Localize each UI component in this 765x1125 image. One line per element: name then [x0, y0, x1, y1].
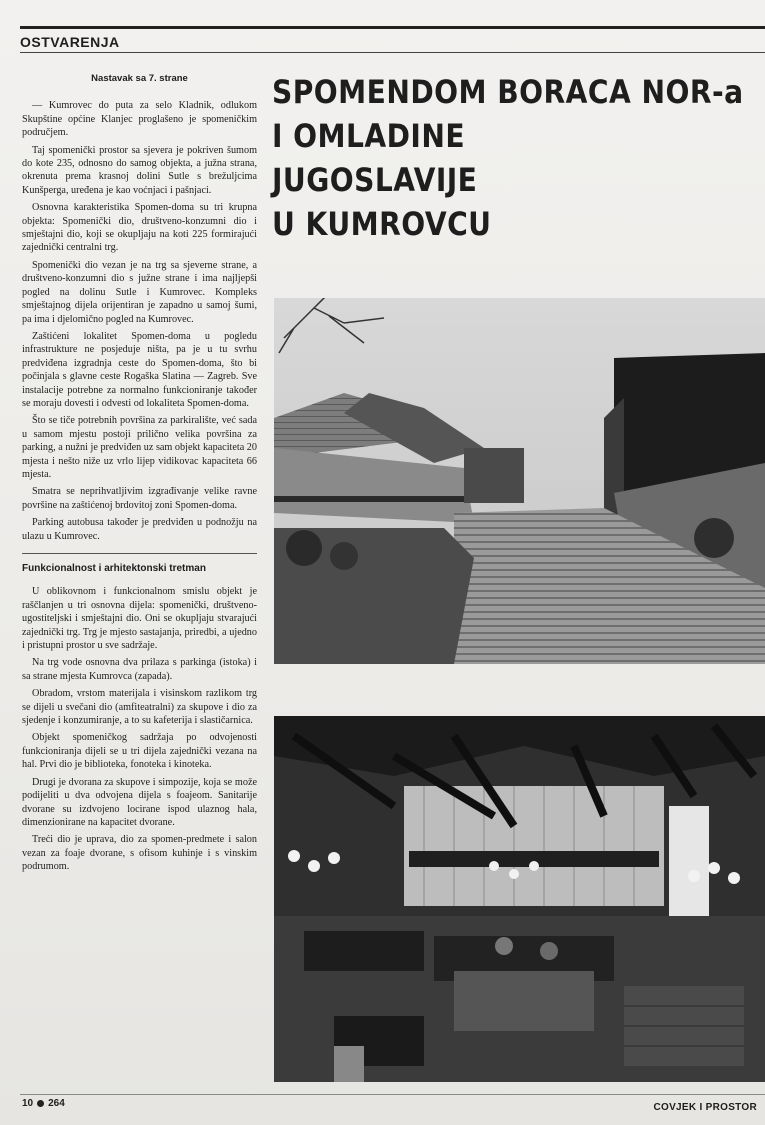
paragraph: U oblikovnom i funkcionalnom smislu objekt je raščlanjen u tri osnovna dijela: spomenički, društveno-ugostiteljski i smještajni dio. Oni se okupljaju stvarajući zajednički trg. Trg je mjesto sastajanja, priredbi, a ujedno i pristupni prostor u sve sadržaje. — [22, 586, 257, 652]
top-rule — [20, 26, 765, 29]
section-rule — [20, 52, 765, 53]
headline-line: SPOMENDOM BORACA NOR-a — [272, 73, 744, 111]
paragraph: Osnovna karakteristika Spomen-doma su tri krupna objekta: Spomenički dio, društveno-konzumni dio i smještajni dio, koji se okupljaju na koti 225 formirajući zajednički centralni trg. — [22, 202, 257, 254]
paragraph: Zaštićeni lokalitet Spomen-doma u pogledu infrastrukture ne posjeduje ništa, pa je u tu svrhu predviđena izgradnja ceste do Spomen-doma, što bi počinjala s glavne ceste Rogaška Slatina — Zagreb. Sve instalacije potrebne za normalno funkcioniranje također se moraju dovesti i odvesti od lokaliteta Spomen-doma. — [22, 330, 257, 409]
paragraph: Smatra se neprihvatljivim izgrađivanje velike ravne površine na zaštićenoj brdovitoj zoni Spomen-doma. — [22, 486, 257, 511]
page-number-value: 10 — [22, 1098, 34, 1109]
interior-photo — [274, 716, 765, 1082]
subheading: Funkcionalnost i arhitektonski tretman — [22, 553, 257, 575]
section-label: OSTVARENJA — [20, 34, 120, 50]
headline-line: I OMLADINE — [272, 117, 466, 155]
bottom-rule — [20, 1094, 765, 1095]
article-text-column — [22, 72, 257, 878]
continued-note: Nastavak sa 7. strane — [91, 73, 188, 84]
page-number — [22, 1098, 65, 1109]
paragraph: Na trg vode osnovna dva prilaza s parkinga (istoka) i sa strane mjesta Kumrovca (zapada). — [22, 657, 257, 682]
paragraph: Drugi je dvorana za skupove i simpozije, koja se može podijeliti u dva odvojena dijela s foajeom. Sanitarije dvorane su izdvojeno locirane ispod ulaznog hala, dimenzionirane na kapacitet dvorane. — [22, 776, 257, 828]
issue-number: 264 — [48, 1098, 65, 1109]
bullet-icon — [37, 1100, 44, 1107]
paragraph: Parking autobusa također je predviđen u podnožju na ulazu u Kumrovec. — [22, 517, 257, 542]
paragraph: Taj spomenički prostor sa sjevera je pokriven šumom do kote 235, odnosno do samog objekta, a južna strana, okrenuta prema krasnoj dolini Sutle s brežuljcima Kunšperga, uređena je kao voćnjaci i pašnjaci. — [22, 144, 257, 196]
paragraph: Obradom, vrstom materijala i visinskom razlikom trg se dijeli u svečani dio (amfiteatralni) za skupove i dio za sjedenje i konzumiranje, a to su kafeterija i slastičarnica. — [22, 688, 257, 727]
paragraph: Što se tiče potrebnih površina za parkiralište, već sada u samom mjestu postoji prilično velika površina za parking, a nužni je predviđen uz sam objekt kapaciteta 20 mjesta i nešto niže uz vrlo lijep vidikovac kapaciteta 66 mjesta. — [22, 415, 257, 480]
article-headline — [272, 70, 744, 246]
journal-name: COVJEK I PROSTOR — [653, 1102, 757, 1113]
paragraph: Spomenički dio vezan je na trg sa sjeverne strane, a društveno-konzumni dio s južne strane i ima najljepši pogled na dolinu Sutle i Kumrovec. Kompleks smještajnog dijela orijentiran je zapadno u samoj šumi, pa ima i djelomično pogled na Kumrovec. — [22, 259, 257, 325]
paragraph: Objekt spomeničkog sadržaja po odvojenosti funkcioniranja dijeli se u tri dijela zajednički vezana na hal. Prvi dio je biblioteka, fonoteka i kinoteka. — [22, 732, 257, 771]
headline-line: JUGOSLAVIJE — [272, 161, 478, 199]
headline-line: U KUMROVCU — [272, 205, 492, 243]
paragraph: — Kumrovec do puta za selo Kladnik, odlukom Skupštine općine Klanjec proglašeno je spomeničkim područjem. — [22, 100, 257, 139]
exterior-photo — [274, 298, 765, 664]
paragraph: Treći dio je uprava, dio za spomen-predmete i salon vezan za foaje dvorane, s ofisom kuhinje i s vinskim podrumom. — [22, 834, 257, 873]
